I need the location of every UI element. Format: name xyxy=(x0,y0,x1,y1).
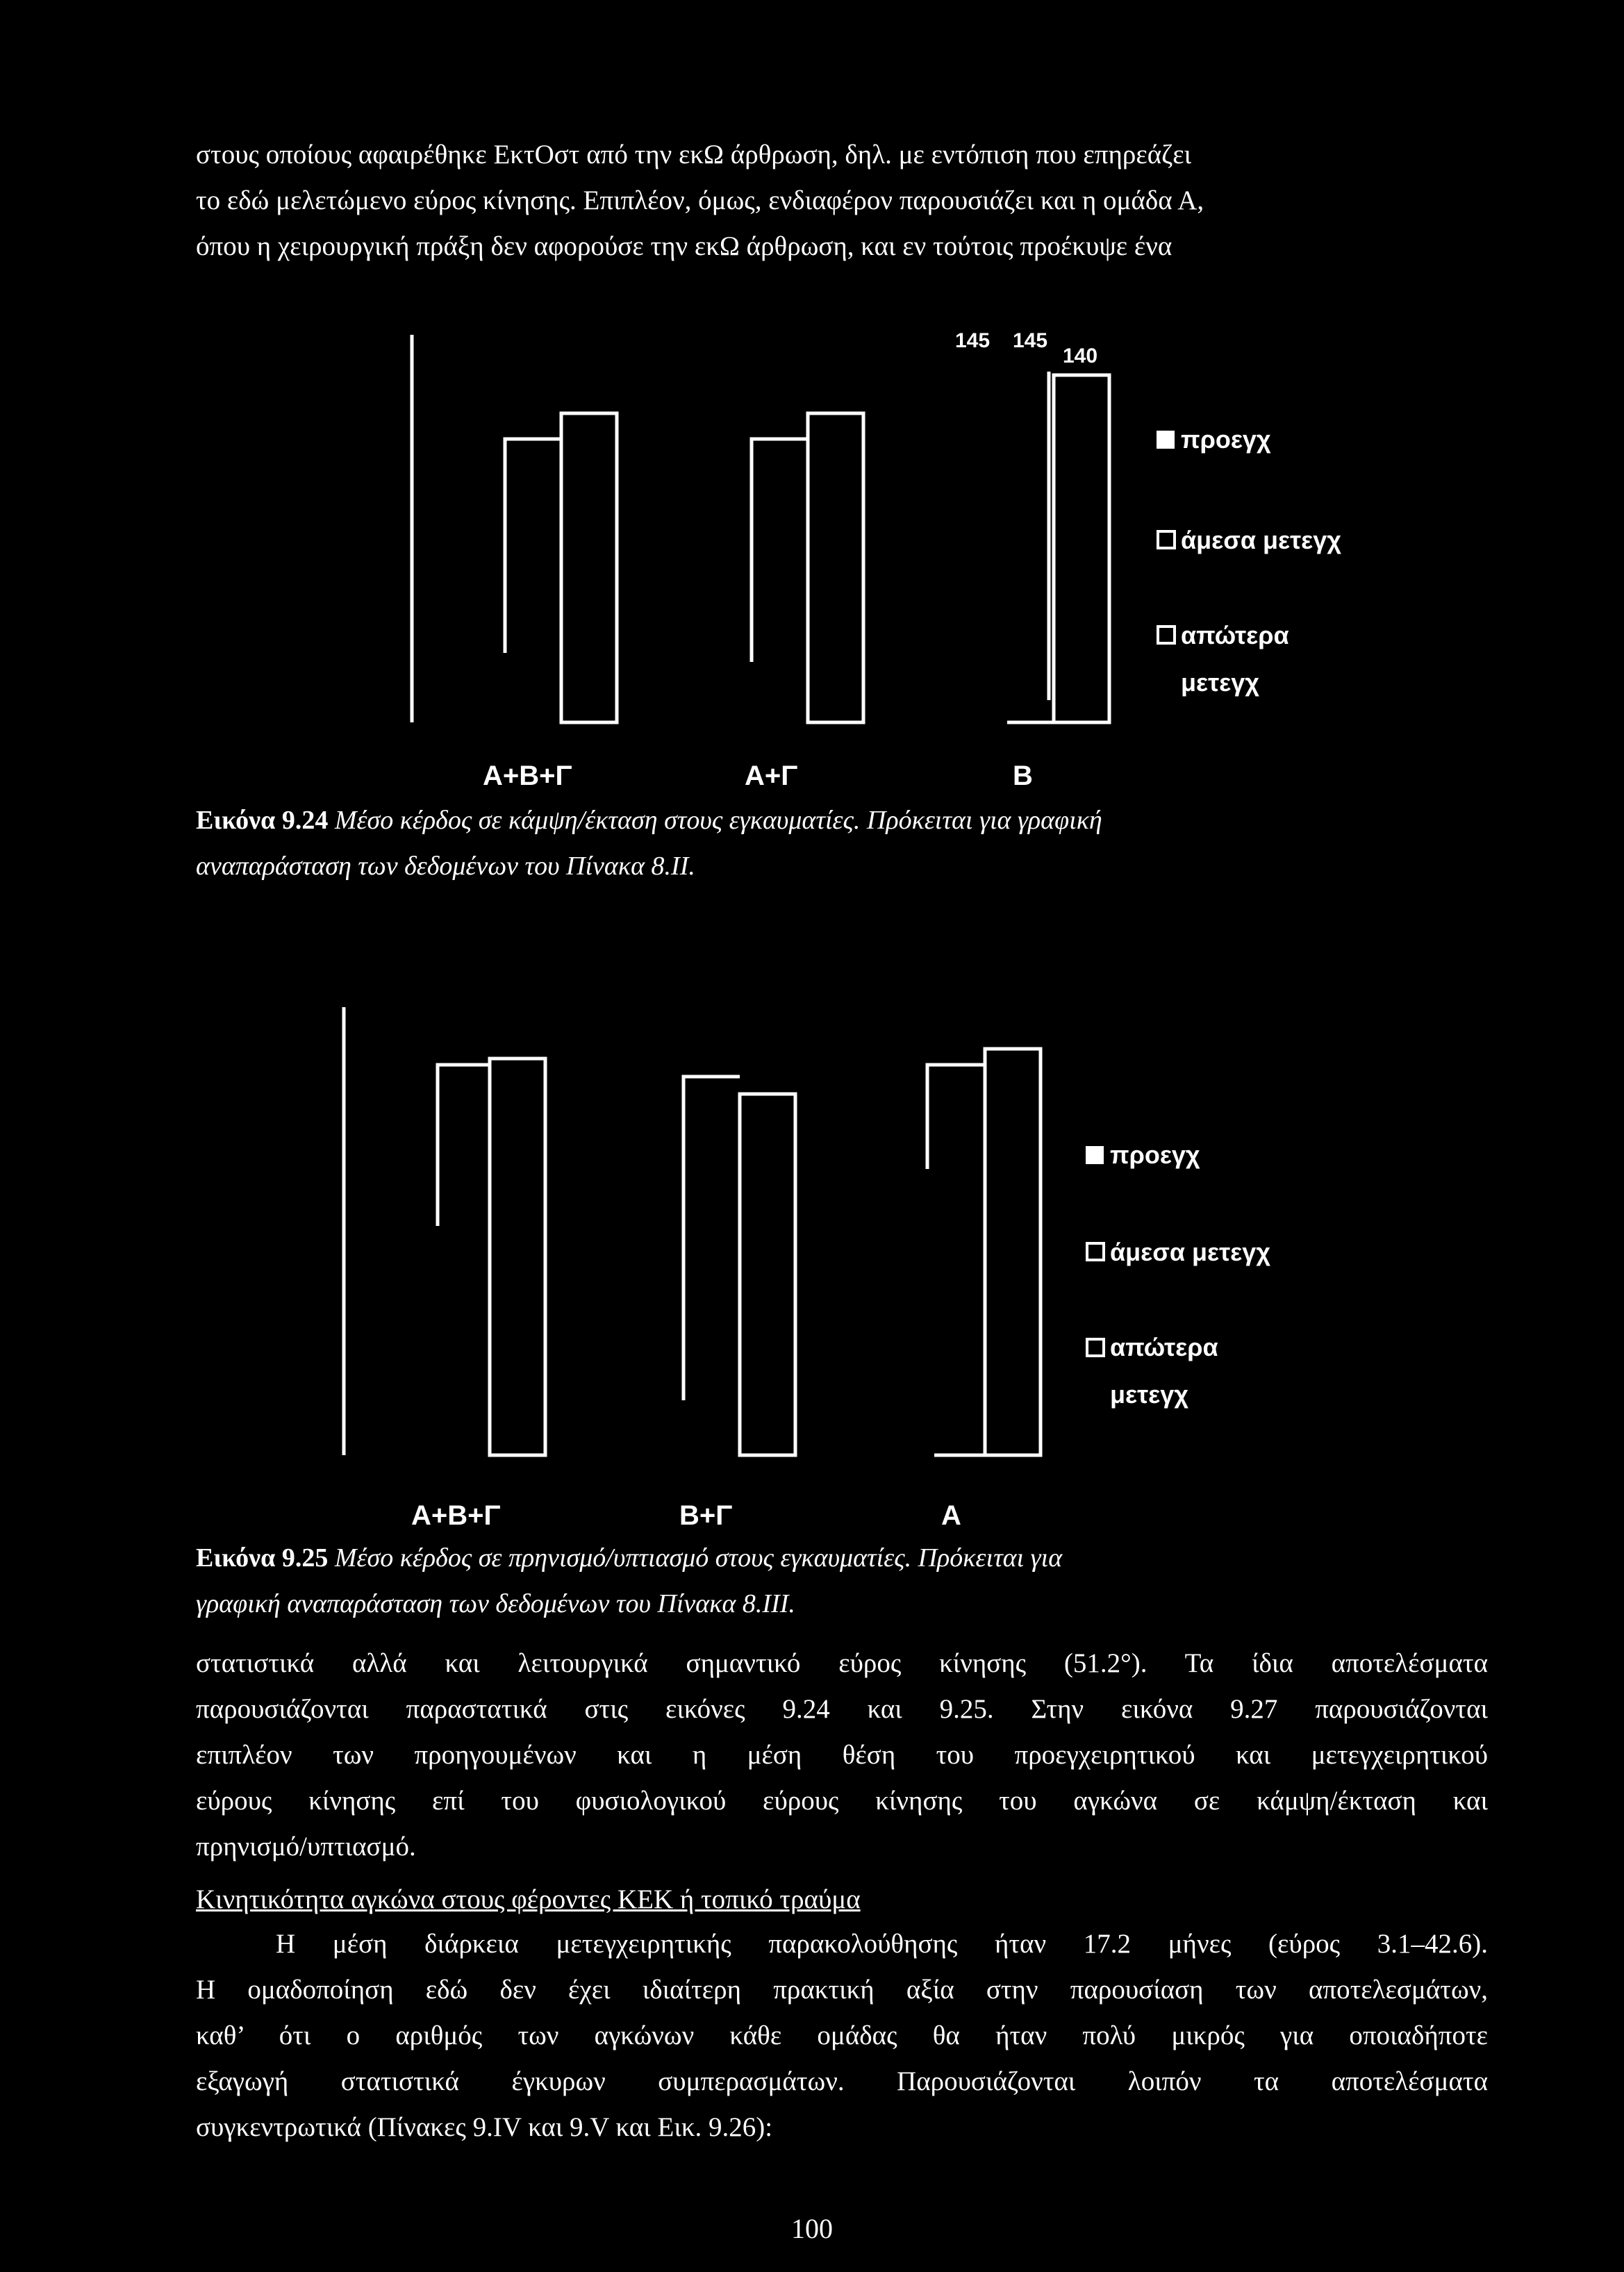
text-line: εξαγωγή στατιστικά έγκυρων συμπερασμάτων. Παρουσιάζονται λοιπόν τα αποτελέσματα xyxy=(196,2066,1488,2096)
legend-label: απώτερα xyxy=(1181,621,1289,649)
x-tick-label: Α+Β+Γ xyxy=(411,1500,501,1531)
text-line: επιπλέον των προηγουμένων και η μέση θέση του προεγχειρητικού και μετεγχειρητικού xyxy=(196,1740,1488,1770)
legend-label: προεγχ xyxy=(1110,1141,1200,1169)
text-line: Η ομαδοποίηση εδώ δεν έχει ιδιαίτερη πρακτική αξία στην παρουσίαση των αποτελεσμάτων, xyxy=(196,1975,1488,2005)
bar-outline xyxy=(438,1065,490,1226)
text-line: παρουσιάζονται παραστατικά στις εικόνες 9.24 και 9.25. Στην εικόνα 9.27 παρουσιάζονται xyxy=(196,1694,1488,1724)
legend-label: μετεγχ xyxy=(1181,668,1260,697)
bar-outline xyxy=(927,1065,985,1169)
figure-9-25-caption xyxy=(196,1535,1488,1627)
data-label: 140 xyxy=(1063,345,1098,367)
bar xyxy=(561,413,617,722)
text-line: όπου η χειρουργική πράξη δεν αφορούσε την εκΩ άρθρωση, και εν τούτοις προέκυψε ένα xyxy=(196,231,1173,261)
legend-swatch-outline xyxy=(1087,1339,1104,1356)
legend-label: προεγχ xyxy=(1181,425,1271,454)
bar-outline xyxy=(505,439,561,653)
text-line: καθ’ ότι ο αριθμός των αγκώνων κάθε ομάδας θα ήταν πολύ μικρός για οποιαδήποτε xyxy=(196,2021,1488,2050)
bar-outline xyxy=(752,439,808,662)
x-tick-label: Α xyxy=(941,1500,961,1531)
page-number: 100 xyxy=(791,2213,833,2244)
x-tick-label: Β xyxy=(1013,761,1033,791)
legend-swatch-filled xyxy=(1157,431,1175,449)
bar xyxy=(808,413,863,722)
caption-text: Μέσο κέρδος σε κάμψη/έκταση στους εγκαυματίες. Πρόκειται για γραφική xyxy=(334,806,1102,835)
bar xyxy=(740,1094,795,1455)
bottom-paragraph xyxy=(196,1921,1488,2150)
legend-label: απώτερα xyxy=(1110,1333,1218,1361)
text-line: στους οποίους αφαιρέθηκε ΕκτΟστ από την εκΩ άρθρωση, δηλ. με εντόπιση που επηρεάζει xyxy=(196,140,1192,169)
text-line: το εδώ μελετώμενο εύρος κίνησης. Επιπλέον, όμως, ενδιαφέρον παρουσιάζει και η ομάδα Α, xyxy=(196,185,1204,215)
bar-outline xyxy=(683,1077,740,1400)
text-line: εύρους κίνησης επί του φυσιολογικού εύρους κίνησης του αγκώνα σε κάμψη/έκταση και xyxy=(196,1786,1488,1816)
x-tick-label: Α+Β+Γ xyxy=(483,761,572,791)
legend-label: μετεγχ xyxy=(1110,1380,1189,1409)
data-label: 145 xyxy=(1013,329,1048,352)
middle-paragraph xyxy=(196,1641,1488,1870)
caption-line xyxy=(196,1535,1488,1581)
figure-9-24-caption xyxy=(196,797,1488,889)
top-paragraph xyxy=(196,132,1488,270)
legend-swatch-outline xyxy=(1158,627,1175,643)
text-line: Η μέση διάρκεια μετεγχειρητικής παρακολούθησης ήταν 17.2 μήνες (εύρος 3.1–42.6). xyxy=(276,1929,1488,1959)
text-line: συγκεντρωτικά (Πίνακες 9.ΙV και 9.V και Εικ. 9.26): xyxy=(196,2112,773,2142)
legend-swatch-outline xyxy=(1158,531,1175,548)
caption-label: Εικόνα 9.25 xyxy=(196,1543,329,1573)
text-line: πρηνισμό/υπτιασμό. xyxy=(196,1832,416,1861)
data-label: 145 xyxy=(955,329,991,352)
x-tick-label: Α+Γ xyxy=(745,761,798,791)
legend-label: άμεσα μετεγχ xyxy=(1181,526,1342,554)
bar xyxy=(985,1049,1041,1455)
x-tick-label: Β+Γ xyxy=(679,1500,733,1531)
section-heading: Κινητικότητα αγκώνα στους φέροντες ΚΕΚ ή τοπικό τραύμα xyxy=(196,1884,861,1914)
caption-line: αναπαράσταση των δεδομένων του Πίνακα 8.ΙΙ. xyxy=(196,852,695,881)
text-line: στατιστικά αλλά και λειτουργικά σημαντικό εύρος κίνησης (51.2°). Τα ίδια αποτελέσματα xyxy=(196,1648,1488,1678)
bar xyxy=(1054,375,1109,722)
caption-line: γραφική αναπαράσταση των δεδομένων του Πίνακα 8.ΙΙΙ. xyxy=(196,1589,795,1618)
bar xyxy=(490,1059,545,1455)
legend-label: άμεσα μετεγχ xyxy=(1110,1238,1271,1266)
legend-swatch-outline xyxy=(1087,1243,1104,1260)
caption-label: Εικόνα 9.24 xyxy=(196,806,329,835)
caption-text: Μέσο κέρδος σε πρηνισμό/υπτιασμό στους εγκαυματίες. Πρόκειται για xyxy=(334,1543,1063,1573)
legend-swatch-filled xyxy=(1086,1146,1104,1164)
caption-line xyxy=(196,797,1488,843)
